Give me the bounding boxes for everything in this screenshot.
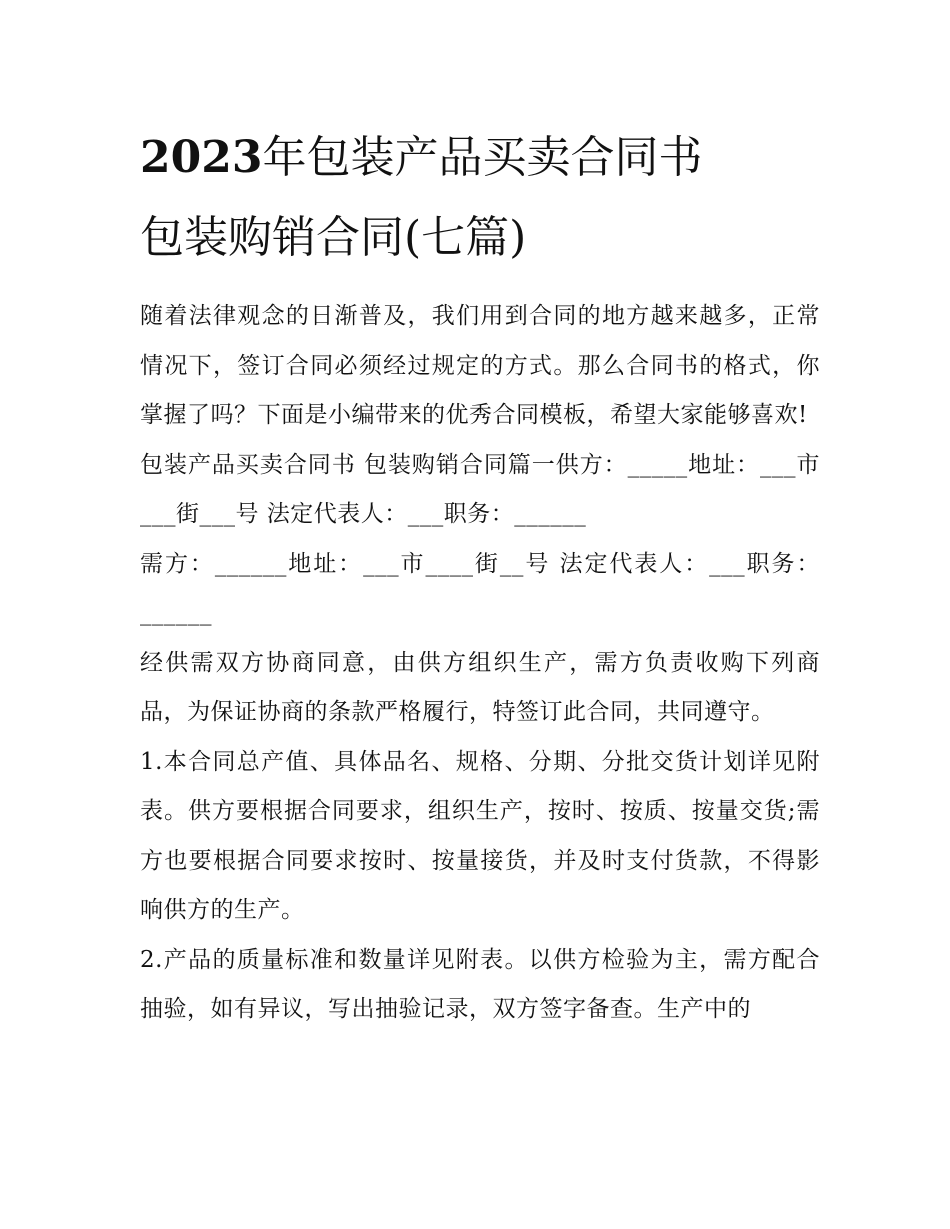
clause-1-paragraph: 1.本合同总产值、具体品名、规格、分期、分批交货计划详见附表。供方要根据合同要求，组织生产，按时、按质、按量交货;需方也要根据合同要求按时、按量接货，并及时支付货款，不得影响供方的生产。 [140,748,820,923]
document-title-line-2: 包装购销合同(七篇) [140,212,527,263]
title-year: 2023 [140,132,263,183]
document-title-line-1 [140,118,820,198]
document-content [140,118,820,1035]
clause-2-paragraph: 2.产品的质量标准和数量详见附表。以供方检验为主，需方配合抽验，如有异议，写出抽验记录，双方签字备查。生产中的 [140,946,820,1022]
title-main: 年包装产品买卖合同书 [262,132,703,183]
document-body [140,292,820,1035]
intro-paragraph: 随着法律观念的日渐普及，我们用到合同的地方越来越多，正常情况下，签订合同必须经过规定的方式。那么合同书的格式，你掌握了吗？下面是小编带来的优秀合同模板，希望大家能够喜欢! [140,303,820,428]
buyer-info-paragraph: 需方：______地址：___市____街__号 法定代表人：___职务：______ [140,550,820,626]
agreement-paragraph: 经供需双方协商同意，由供方组织生产，需方负责收购下列商品，为保证协商的条款严格履行，特签订此合同，共同遵守。 [140,649,820,725]
supplier-info-paragraph: 包装产品买卖合同书 包装购销合同篇一供方：_____地址：___市___街___号 法定代表人：___职务：______ [140,451,820,527]
